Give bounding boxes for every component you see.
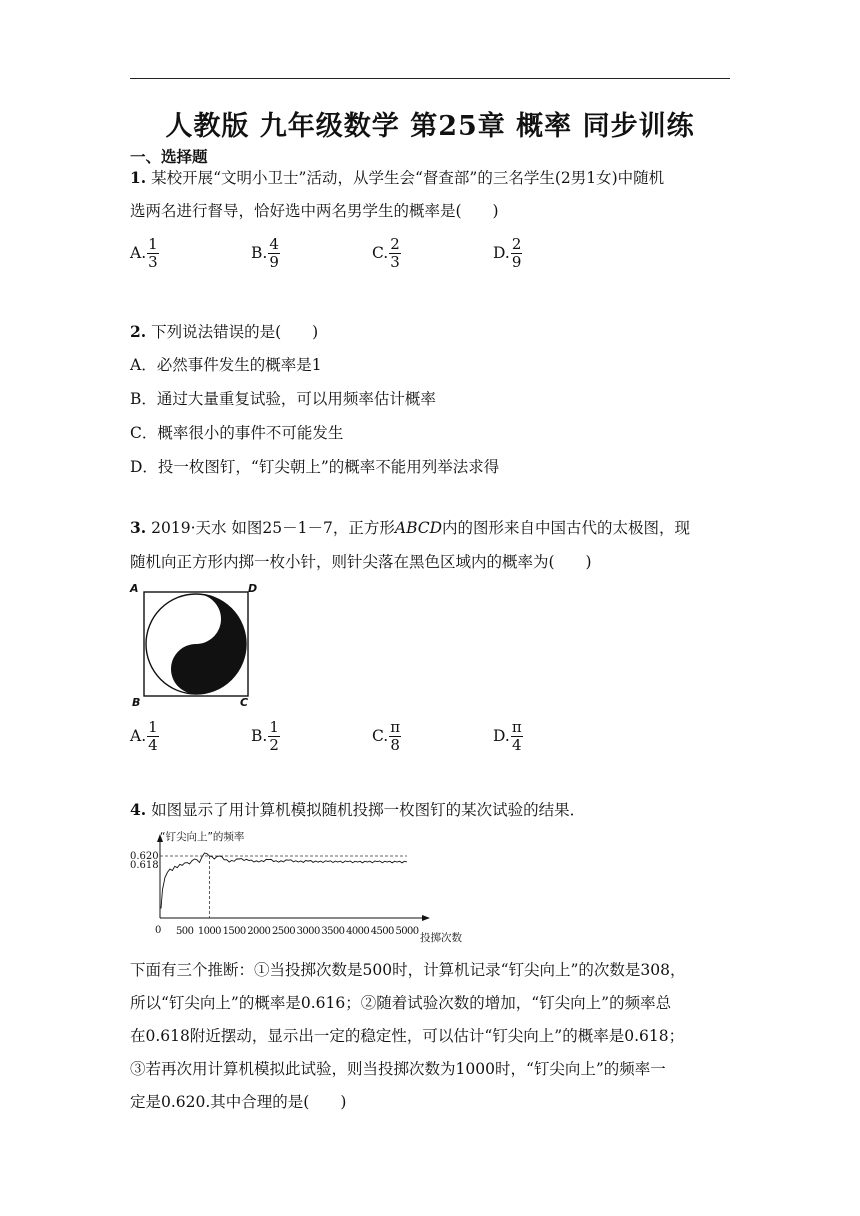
x-axis-arrow (422, 915, 430, 921)
section-heading: 一、选择题 (130, 147, 208, 166)
label-a: A (130, 582, 139, 595)
question-3-option-d[interactable]: D. $\frac{\pi}{4}$ (493, 717, 522, 754)
x-axis-label: 投掷次数 (420, 932, 462, 944)
question-4-line-1: 4. 如图显示了用计算机模拟随机投掷一枚图钉的某次试验的结果． (130, 800, 586, 819)
label-c: C (240, 696, 249, 709)
x-tick-label: 2000 (247, 926, 271, 937)
top-rule (130, 78, 730, 79)
question-4-number: 4. (130, 800, 147, 819)
x-tick-label: 1000 (197, 926, 221, 937)
question-2-number: 2. (130, 322, 147, 341)
question-2-option-d[interactable]: D．投一枚图钉，“钉尖朝上”的概率不能用列举法求得 (130, 458, 500, 476)
x-tick-label: 4500 (370, 926, 394, 937)
question-2-text: 下列说法错误的是( ) (151, 323, 319, 341)
square-name: ABCD (394, 519, 443, 537)
x-tick-label: 4000 (346, 926, 370, 937)
taiji-black-dot (190, 663, 202, 675)
x-tick-label: 2500 (271, 926, 296, 937)
question-3-line-1: 3. 2019·天水 如图25－1－7，正方形ABCD内的图形来自中国古代的太极图，现 (130, 518, 691, 537)
label-d: D (248, 582, 258, 595)
fraction: $\frac{\pi}{8}$ (390, 717, 401, 754)
question-2-option-a[interactable]: A．必然事件发生的概率是1 (130, 356, 322, 374)
question-1-option-c[interactable]: C. $\frac{2}{3}$ (372, 234, 400, 271)
question-4-para-2: 所以“钉尖向上”的概率是0.616；②随着试验次数的增加，“钉尖向上”的频率总 (130, 994, 672, 1012)
question-2-option-c[interactable]: C．概率很小的事件不可能发生 (130, 424, 344, 442)
x-tick-label: 1500 (222, 926, 246, 937)
label-b: B (132, 696, 141, 709)
question-1-text-1: 某校开展“文明小卫士”活动，从学生会“督查部”的三名学生(2男1女)中随机 (151, 169, 665, 187)
y-axis-label: “钉尖向上”的频率 (160, 831, 245, 843)
taiji-white-dot (190, 613, 202, 625)
fraction: $\frac{1}{4}$ (148, 717, 158, 754)
question-2-line-1 (130, 322, 318, 342)
fraction: $\frac{1}{2}$ (269, 717, 279, 754)
question-4-para-1: 下面有三个推断：①当投掷次数是500时，计算机记录“钉尖向上”的次数是308， (130, 961, 686, 979)
x-tick-label: 3000 (296, 926, 320, 937)
question-3-option-a[interactable]: A. $\frac{1}{4}$ (130, 717, 158, 754)
question-3-option-b[interactable]: B. $\frac{1}{2}$ (251, 717, 279, 754)
question-1-option-b[interactable]: B. $\frac{4}{9}$ (251, 234, 279, 271)
fraction: $\frac{2}{9}$ (511, 234, 522, 271)
question-4-para-3: 在0.618附近摆动，显示出一定的稳定性，可以估计“钉尖向上”的概率是0.618； (130, 1027, 685, 1045)
question-4-para-4: ③若再次用计算机模拟此试验，则当投掷次数为1000时，“钉尖向上”的频率一 (130, 1060, 666, 1078)
question-1-line-2: 选两名进行督导，恰好选中两名男学生的概率是( ) (130, 202, 499, 220)
question-4-para-5: 定是0.620.其中合理的是( ) (130, 1093, 347, 1111)
question-3-line-2: 随机向正方形内掷一枚小针，则针尖落在黑色区域内的概率为( ) (130, 553, 592, 571)
x-tick-label: 3500 (321, 926, 345, 937)
fraction: $\frac{1}{3}$ (148, 234, 158, 271)
question-1-option-d[interactable]: D. $\frac{2}{9}$ (493, 234, 522, 271)
page-title: 人教版 九年级数学 第25章 概率 同步训练 (165, 111, 695, 142)
x-tick-label: 5000 (395, 926, 419, 937)
taiji-figure (128, 580, 260, 710)
frequency-chart (128, 826, 478, 948)
question-1-option-a[interactable]: A. $\frac{1}{3}$ (130, 234, 158, 271)
y-tick-label: 0.620 (130, 851, 159, 862)
question-3-number: 3. (130, 518, 147, 537)
fraction: $\frac{\pi}{4}$ (511, 717, 522, 754)
origin-label: 0 (155, 925, 162, 936)
question-2-option-b[interactable]: B．通过大量重复试验，可以用频率估计概率 (130, 390, 436, 408)
y-tick-label: 0.618 (130, 860, 159, 871)
fraction: $\frac{2}{3}$ (390, 234, 400, 271)
frequency-series-line (161, 853, 407, 909)
question-1-line-1 (130, 168, 664, 188)
fraction: $\frac{4}{9}$ (269, 234, 279, 271)
question-1-number: 1. (130, 168, 147, 187)
question-3-option-c[interactable]: C. $\frac{\pi}{8}$ (372, 717, 401, 754)
x-tick-label: 500 (176, 926, 194, 937)
